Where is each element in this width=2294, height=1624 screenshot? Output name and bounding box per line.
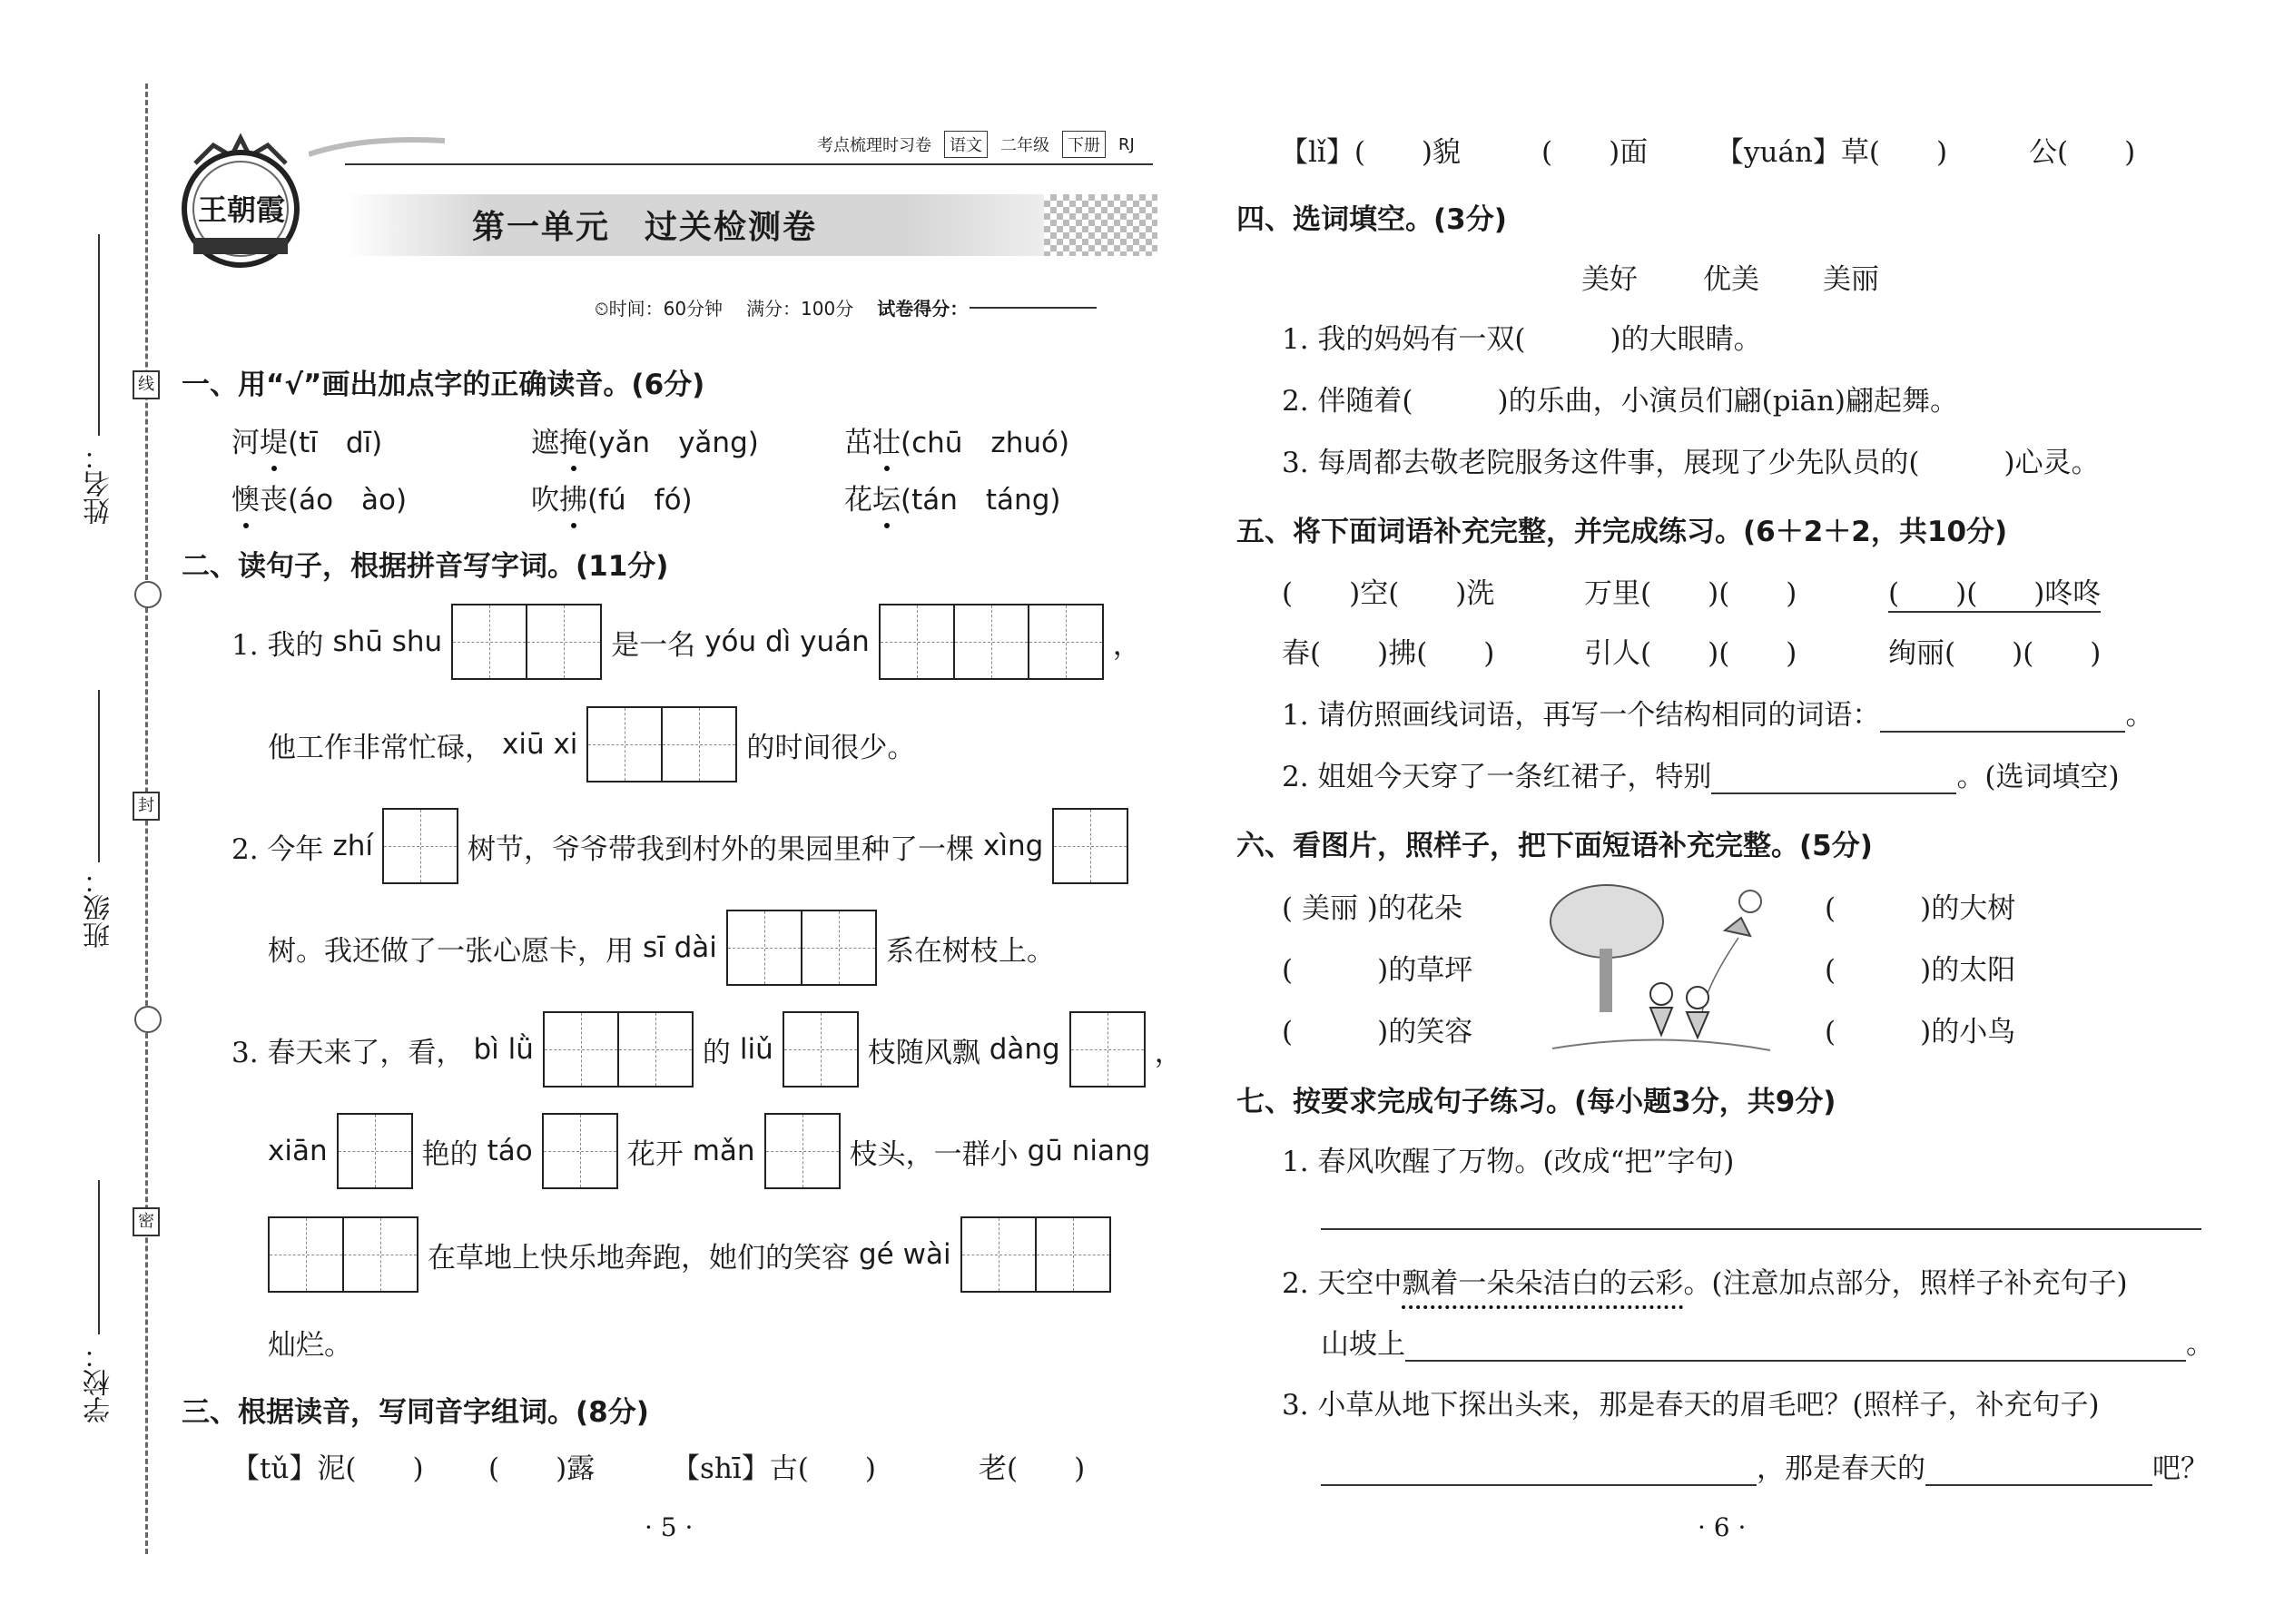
logo-text: 王朝霞 — [197, 192, 285, 227]
subject-badge: 语文 — [944, 131, 988, 158]
q3-item: 【shī】古( ) — [672, 1452, 876, 1485]
binding-mark-secret: 密 — [133, 1207, 160, 1236]
q1-heading: 一、用“√”画出加点字的正确读音。(6分) — [182, 369, 705, 401]
q1-item: 懊丧(áo ào) — [231, 477, 407, 517]
writing-box-1[interactable] — [764, 1113, 841, 1189]
writing-box-2[interactable] — [586, 706, 737, 782]
q5-word: 万里( )( ) — [1584, 577, 1797, 610]
school-label: 学校： — [84, 1342, 115, 1423]
q1-item: 吹拂(fú fó) — [531, 477, 693, 517]
q1-item: 遮掩(yǎn yǎng) — [531, 419, 759, 460]
q5-word: 春( )拂( ) — [1282, 637, 1495, 670]
q6-phrase: ( )的草坪 — [1282, 954, 1473, 987]
q3-item: 【lǐ】( )貌 — [1280, 136, 1462, 169]
school-underline — [98, 1180, 100, 1334]
binding-mark-line: 线 — [133, 370, 160, 399]
q4-word: 美好 — [1581, 263, 1638, 296]
q1-item: 河堤(tī dī) — [231, 419, 382, 460]
q2-heading: 二、读句子，根据拼音写字词。(11分) — [182, 550, 669, 583]
binding-circle-icon — [134, 581, 162, 608]
q2-sentence-3b: xiān 艳的 táo 花开 mǎn 枝头，一群小 gū niang — [268, 1113, 1150, 1189]
grade-label: 二年级 — [1000, 136, 1049, 155]
q7-sentence-3-answer: ，那是春天的 吧？ — [1321, 1445, 2209, 1486]
writing-box-2[interactable] — [451, 604, 602, 680]
q4-heading: 四、选词填空。(3分) — [1236, 203, 1507, 236]
q4-word: 优美 — [1703, 263, 1759, 296]
q3-item: 公( ) — [2029, 136, 2136, 169]
name-underline — [98, 234, 100, 436]
writing-box-3[interactable] — [879, 604, 1104, 680]
q2-sentence-2b: 树。我还做了一张心愿卡，用 sī dài 系在树枝上。 — [268, 910, 1055, 986]
edition-label: RJ — [1118, 134, 1135, 154]
binding-mark-seal: 封 — [133, 792, 160, 821]
q6-phrase: ( )的笑容 — [1282, 1016, 1473, 1048]
q5-heading: 五、将下面词语补充完整，并完成练习。(6＋2＋2，共10分) — [1236, 516, 2008, 548]
q2-sentence-3a: 3. 春天来了，看， bì lǜ 的 liǔ 枝随风飘 dàng ， — [231, 1011, 1183, 1088]
q3-heading: 三、根据读音，写同音字组词。(8分) — [182, 1396, 649, 1429]
q4-sentence: 3. 每周都去敬老院服务这件事，展现了少先队员的( )心灵。 — [1282, 447, 2100, 479]
exam-info — [595, 294, 1097, 320]
answer-line[interactable] — [1321, 1228, 2201, 1230]
writing-box-1[interactable] — [783, 1011, 859, 1088]
q5-word: 引人( )( ) — [1584, 637, 1797, 670]
writing-box-1[interactable] — [542, 1113, 618, 1189]
q4-sentence: 2. 伴随着( )的乐曲，小演员们翩(piān)翩起舞。 — [1282, 385, 1959, 418]
full-score-label: 满分：100分 — [746, 298, 854, 320]
writing-box-1[interactable] — [382, 808, 458, 884]
q1-item: 花坛(tán táng) — [844, 477, 1060, 517]
dotted-emphasis: 飘着一朵朵洁白的云彩 — [1402, 1267, 1683, 1309]
series-label: 考点梳理时习卷 — [817, 136, 931, 155]
q6-phrase: ( )的大树 — [1825, 892, 2016, 925]
page-title: 第一单元 过关检测卷 — [472, 209, 818, 246]
answer-blank[interactable] — [1711, 792, 1956, 794]
q3-item: ( )露 — [488, 1452, 596, 1485]
writing-box-2[interactable] — [726, 910, 877, 986]
q5-word: ( )空( )洗 — [1282, 577, 1495, 610]
header-rule — [345, 163, 1153, 165]
q5-word: 绚丽( )( ) — [1888, 637, 2102, 670]
q7-sentence-1: 1. 春风吹醒了万物。(改成“把”字句) — [1282, 1146, 1735, 1178]
writing-box-1[interactable] — [337, 1113, 413, 1189]
q6-phrase: ( )的小鸟 — [1825, 1016, 2016, 1048]
answer-blank[interactable] — [1925, 1484, 2152, 1486]
writing-box-2[interactable] — [960, 1216, 1111, 1293]
q1-item: 茁壮(chū zhuó) — [844, 419, 1069, 460]
q7-heading: 七、按要求完成句子练习。(每小题3分，共9分) — [1236, 1086, 1836, 1118]
q2-sentence-3d: 灿烂。 — [268, 1329, 352, 1362]
q3-item: ( )面 — [1541, 136, 1649, 169]
answer-blank[interactable] — [1880, 731, 2125, 733]
q2-sentence-1b: 他工作非常忙碌， xiū xi 的时间很少。 — [268, 706, 915, 782]
q6-phrase: ( 美丽 )的花朵 — [1282, 892, 1462, 925]
q3-item: 老( ) — [979, 1452, 1086, 1485]
page-number-left: · 5 · — [645, 1512, 694, 1542]
writing-box-1[interactable] — [1069, 1011, 1146, 1088]
q6-heading: 六、看图片，照样子，把下面短语补充完整。(5分) — [1236, 830, 1873, 862]
q3-item: 【tǔ】泥( ) — [231, 1452, 424, 1485]
answer-blank[interactable] — [1405, 1360, 2186, 1362]
q4-sentence: 1. 我的妈妈有一双( )的大眼睛。 — [1282, 323, 1762, 356]
writing-box-1[interactable] — [1052, 808, 1128, 884]
q7-sentence-2: 2. 天空中飘着一朵朵洁白的云彩。(注意加点部分，照样子补充句子) — [1282, 1260, 2128, 1301]
q5-exercise-2: 2. 姐姐今天穿了一条红裙子，特别 。(选词填空) — [1282, 761, 2120, 793]
q2-sentence-2a: 2. 今年 zhí 树节，爷爷带我到村外的果园里种了一棵 xìng — [231, 808, 1128, 884]
title-checker-pattern — [1044, 194, 1157, 256]
score-label: 试卷得分： — [877, 298, 969, 320]
q5-word-underlined: ( )( )咚咚 — [1888, 570, 2101, 613]
score-blank[interactable] — [970, 307, 1097, 309]
page-number-right: · 6 · — [1698, 1512, 1747, 1542]
q7-sentence-3: 3. 小草从地下探出头来，那是春天的眉毛吧？(照样子，补充句子) — [1282, 1389, 2100, 1422]
answer-blank[interactable] — [1321, 1484, 1757, 1486]
header-meta — [817, 131, 1135, 158]
park-illustration — [1543, 876, 1779, 1062]
q4-word: 美丽 — [1823, 263, 1879, 296]
q6-phrase: ( )的太阳 — [1825, 954, 2016, 987]
q5-exercise-1: 1. 请仿照画线词语，再写一个结构相同的词语： 。 — [1282, 699, 2154, 732]
writing-box-2[interactable] — [268, 1216, 418, 1293]
q2-sentence-3c: 在草地上快乐地奔跑，她们的笑容 gé wài — [268, 1216, 1111, 1293]
class-underline — [98, 690, 100, 862]
writing-box-2[interactable] — [543, 1011, 694, 1088]
q3-item: 【yuán】草( ) — [1716, 136, 1948, 169]
name-label: 姓名： — [84, 443, 115, 525]
q2-sentence-1a: 1. 我的 shū shu 是一名 yóu dì yuán ， — [231, 604, 1141, 680]
brand-logo — [168, 127, 313, 272]
class-label: 班级： — [84, 867, 115, 949]
ribbon-decoration — [309, 136, 454, 154]
time-label: ⏲时间：60分钟 — [595, 298, 724, 320]
volume-badge: 下册 — [1062, 131, 1106, 158]
binding-circle-icon — [134, 1006, 162, 1033]
q7-sentence-2-answer: 山坡上 。 — [1321, 1328, 2214, 1361]
